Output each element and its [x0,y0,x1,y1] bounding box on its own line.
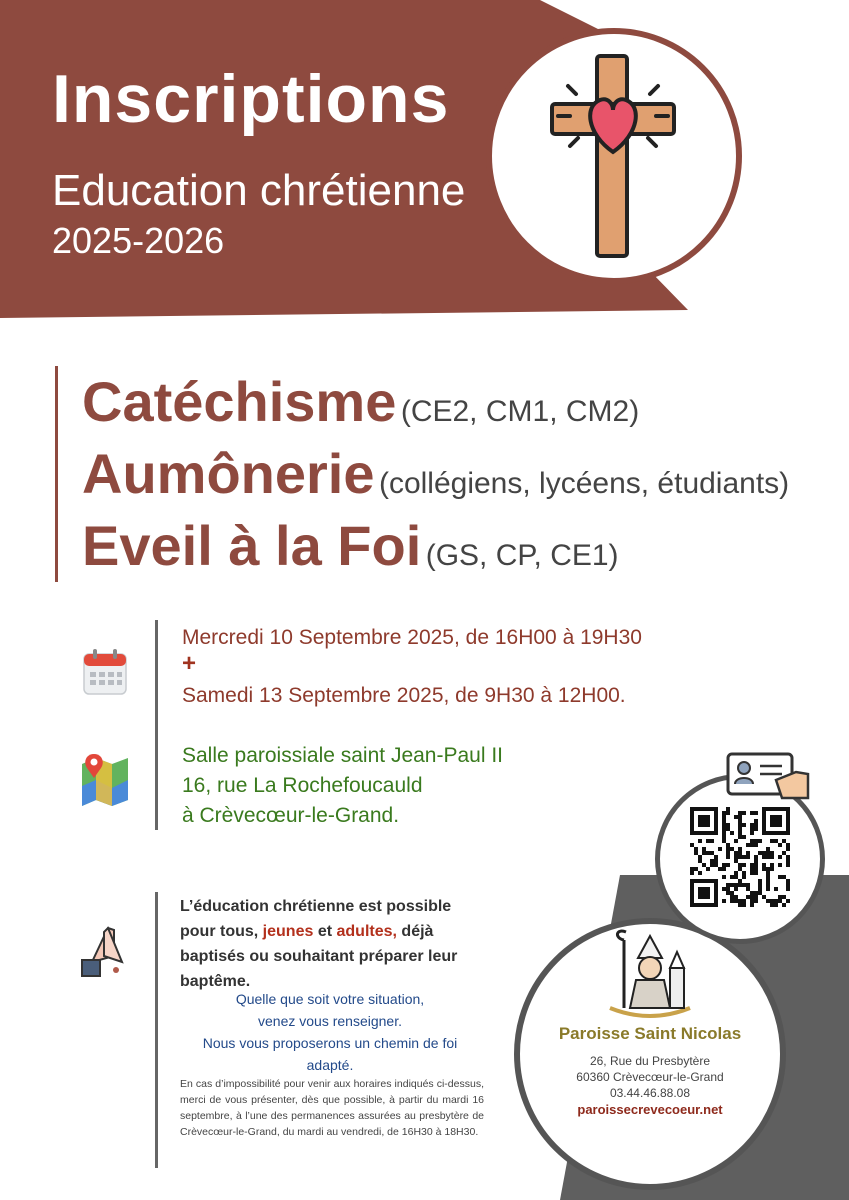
id-card-hand-icon [726,750,810,802]
page-title: Inscriptions [52,61,450,137]
parish-website[interactable]: paroissecrevecoeur.net [577,1102,723,1117]
page-subtitle: Education chrétienne [52,166,466,215]
info-text: déjà baptisés ou souhaitant préparer leur baptême. [180,923,458,990]
info-text: L’éducation chrétienne est possible pour tous, [180,898,452,940]
parish-badge [514,918,786,1190]
program-detail: (collégiens, lycéens, étudiants) [378,467,790,500]
program-name: Aumônerie [82,442,375,505]
invitation-line: Nous vous proposerons un chemin de foi adapté. [202,1035,458,1073]
date-saturday: Samedi 13 Septembre 2025, de 9H30 à 12H00. [182,684,626,707]
invitation-line: Quelle que soit votre situation, [235,991,425,1007]
program-name: Eveil à la Foi [82,514,422,577]
info-text: et [317,923,333,940]
date-connector: + [182,650,197,677]
parish-phone: 03.44.46.88.08 [609,1086,691,1100]
highlight-young: jeunes [262,923,314,940]
qr-code[interactable] [690,807,790,907]
invitation-line: venez vous renseigner. [258,1013,402,1029]
school-year: 2025-2026 [52,220,225,261]
parish-city: 60360 Crèvecœur-le-Grand [576,1070,724,1084]
program-detail: (GS, CP, CE1) [425,539,619,572]
parish-street: 26, Rue du Presbytère [589,1054,711,1068]
program-name: Catéchisme [82,370,397,433]
location-hall: Salle paroissiale saint Jean-Paul II [182,744,504,767]
location-city: à Crèvecœur-le-Grand. [182,804,400,827]
saint-nicolas-logo [600,928,700,1020]
location-street: 16, rue La Rochefoucauld [182,774,423,797]
parish-name: Paroisse Saint Nicolas [558,1024,742,1043]
highlight-adults: adultes, [336,923,397,940]
date-wednesday: Mercredi 10 Septembre 2025, de 16H00 à 19H30 [182,626,642,649]
info-fallback-note: En cas d’impossibilité pour venir aux horaires indiqués ci-dessus, merci de vous présenter, dès que possible, à partir du mardi 16 septembre, à l’une des permanences assurées au presbytère de Crèvecœur-le-Grand, du mardi au vendredi, de 16H30 à 18H30. [180,1078,484,1138]
program-detail: (CE2, CM1, CM2) [400,395,640,428]
